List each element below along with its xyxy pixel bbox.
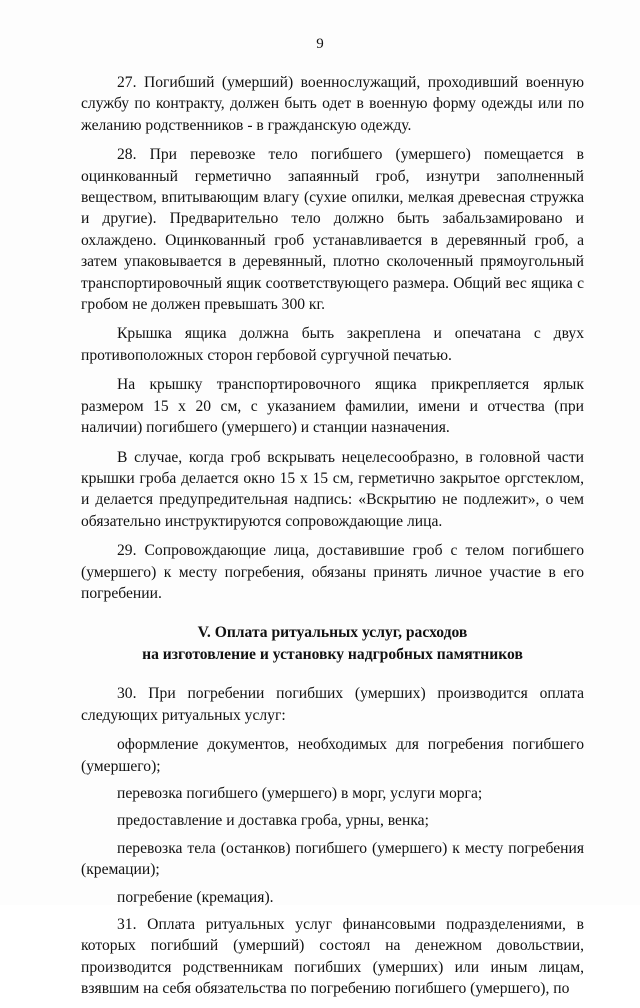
- list-item-transport: перевозка тела (останков) погибшего (умершего) к месту погребения (кремации);: [81, 839, 584, 879]
- section-heading-line-1: V. Оплата ритуальных услуг, расходов: [197, 624, 468, 642]
- list-item-coffin: предоставление и доставка гроба, урны, венка;: [117, 812, 429, 830]
- paragraph-label: На крышку транспортировочного ящика прикрепляется ярлык размером 15 х 20 см, с указанием фамилии, имени и отчества (при наличии) погибшего (умершего) и станции назначения.: [81, 376, 584, 437]
- paragraph-window: В случае, когда гроб вскрывать нецелесообразно, в головной части крышки гроба делается окно 15 х 15 см, герметично закрытое оргстеклом, и делается предупредительная надпись: «Вскрытию не подлежит», о чем обязательно инструктируются сопровождающие лица.: [81, 448, 584, 530]
- list-item-morgue: перевозка погибшего (умершего) в морг, услуги морга;: [117, 784, 483, 802]
- paragraph-box-lid: Крышка ящика должна быть закреплена и опечатана с двух противоположных сторон гербовой сургучной печатью.: [81, 325, 584, 364]
- page-number: 9: [316, 36, 324, 52]
- paragraph-30: 30. При погребении погибших (умерших) производится оплата следующих ритуальных услуг:: [81, 685, 584, 724]
- section-heading-line-2: на изготовление и установку надгробных памятников: [142, 645, 523, 663]
- section-heading: [81, 622, 584, 665]
- paragraph-27: 27. Погибший (умерший) военнослужащий, проходивший военную службу по контракту, должен быть одет в военную форму одежды или по желанию родственников - в гражданскую одежду.: [81, 74, 584, 134]
- document-body: [81, 72, 584, 1008]
- list-item-documents: оформление документов, необходимых для погребения погибшего (умершего);: [81, 736, 584, 775]
- paragraph-29: 29. Сопровождающие лица, доставившие гроб с телом погибшего (умершего) к месту погребения, обязаны принять личное участие в его погребении.: [81, 542, 584, 602]
- list-item-burial: погребение (кремация).: [117, 888, 274, 906]
- paragraph-31: 31. Оплата ритуальных услуг финансовыми подразделениями, в которых погибший (умерший) состоял на денежном довольствии, производится родственникам погибших (умерших) или иным лицам, взявшим на себя обязательства по погребению погибшего (умершего), по: [81, 916, 584, 998]
- paragraph-28: 28. При перевозке тело погибшего (умершего) помещается в оцинкованный герметично запаянный гроб, изнутри заполненный веществом, впитывающим влагу (сухие опилки, мелкая древесная стружка и другие). Предварительно тело должно быть забальзамировано и охлаждено. Оцинкованный гроб устанавливается в деревянный гроб, а затем упаковывается в деревянный, плотно сколоченный прямоугольный транспортировочный ящик соответствующего размера. Общий вес ящика с гробом не должен превышать 300 кг.: [81, 146, 584, 314]
